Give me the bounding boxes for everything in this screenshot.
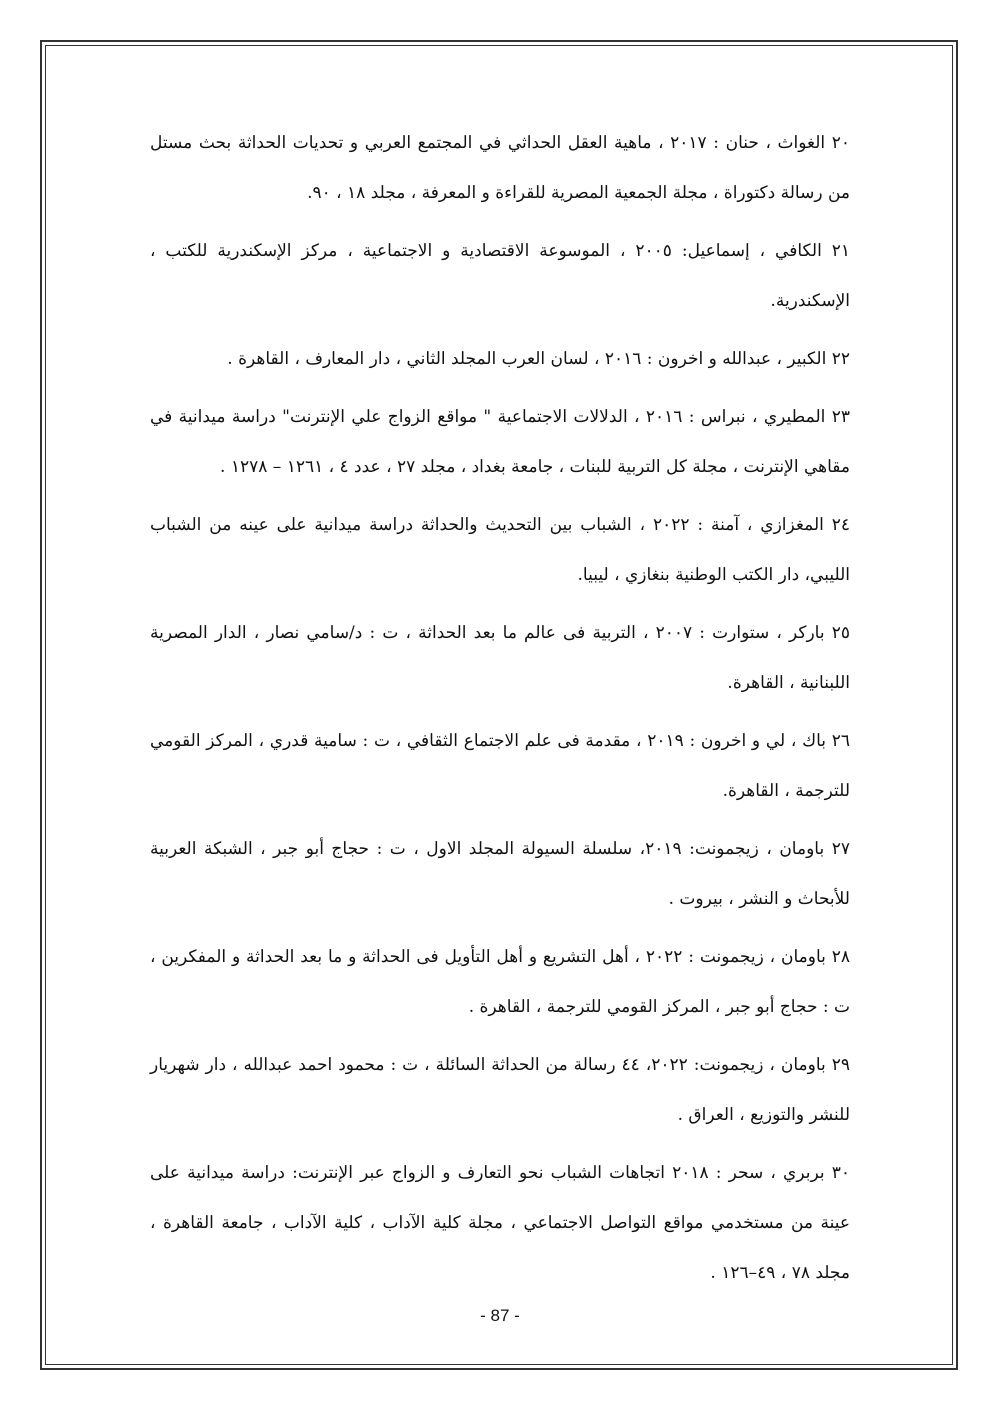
reference-entry-27: ٢٧ باومان ، زيجمونت: ٢٠١٩، سلسلة السيولة المجلد الاول ، ت : حجاج أبو جبر ، الشبكة العربية للأبحاث و النشر ، بيروت . <box>150 839 850 909</box>
reference-entry-23: ٢٣ المطيري ، نبراس : ٢٠١٦ ، الدلالات الاجتماعية " مواقع الزواج علي الإنترنت" دراسة ميدانية في مقاهي الإنترنت ، مجلة كل التربية للبنات ، جامعة بغداد ، مجلد ٢٧ ، عدد ٤ ، ١٢٦١ – ١٢٧٨ . <box>150 407 850 477</box>
reference-entry-30: ٣٠ بربري ، سحر : ٢٠١٨ اتجاهات الشباب نحو التعارف و الزواج عبر الإنترنت: دراسة ميدانية على عينة من مستخدمي مواقع التواصل الاجتماعي ، مجلة كلية الآداب ، كلية الآداب ، جامعة القاهرة ، مجلد ٧٨ ، ٤٩–١٢٦ . <box>150 1163 850 1283</box>
reference-entry-29: ٢٩ باومان ، زيجمونت: ٢٠٢٢، ٤٤ رسالة من الحداثة السائلة ، ت : محمود احمد عبدالله ، دار شهريار للنشر والتوزيع ، العراق . <box>150 1055 851 1125</box>
reference-list <box>150 118 850 1306</box>
reference-entry-25: ٢٥ باركر ، ستوارت : ٢٠٠٧ ، التربية فى عالم ما بعد الحداثة ، ت : د/سامي نصار ، الدار المصرية اللبنانية ، القاهرة. <box>150 623 851 693</box>
page-number: - 87 - <box>480 1306 520 1325</box>
reference-entry-21: ٢١ الكافي ، إسماعيل: ٢٠٠٥ ، الموسوعة الاقتصادية و الاجتماعية ، مركز الإسكندرية للكتب ، الإسكندرية. <box>150 241 850 311</box>
reference-entry-28: ٢٨ باومان ، زيجمونت : ٢٠٢٢ ، أهل التشريع و أهل التأويل فى الحداثة و ما بعد الحداثة و المفكرين ، ت : حجاج أبو جبر ، المركز القومي للترجمة ، القاهرة . <box>150 947 850 1017</box>
reference-entry-24: ٢٤ المغزازي ، آمنة : ٢٠٢٢ ، الشباب بين التحديث والحداثة دراسة ميدانية على عينه من الشباب الليبي، دار الكتب الوطنية بنغازي ، ليبيا. <box>150 515 850 585</box>
reference-entry-22: ٢٢ الكبير ، عبدالله و اخرون : ٢٠١٦ ، لسان العرب المجلد الثاني ، دار المعارف ، القاهرة . <box>227 349 850 369</box>
reference-entry-26: ٢٦ باك ، لي و اخرون : ٢٠١٩ ، مقدمة فى علم الاجتماع الثقافي ، ت : سامية قدري ، المركز القومي للترجمة ، القاهرة. <box>150 731 850 801</box>
reference-entry-20: ٢٠ الغواث ، حنان : ٢٠١٧ ، ماهية العقل الحداثي في المجتمع العربي و تحديات الحداثة بحث مستل من رسالة دكتوراة ، مجلة الجمعية المصرية للقراءة و المعرفة ، مجلد ١٨ ، ٩٠. <box>150 133 850 203</box>
